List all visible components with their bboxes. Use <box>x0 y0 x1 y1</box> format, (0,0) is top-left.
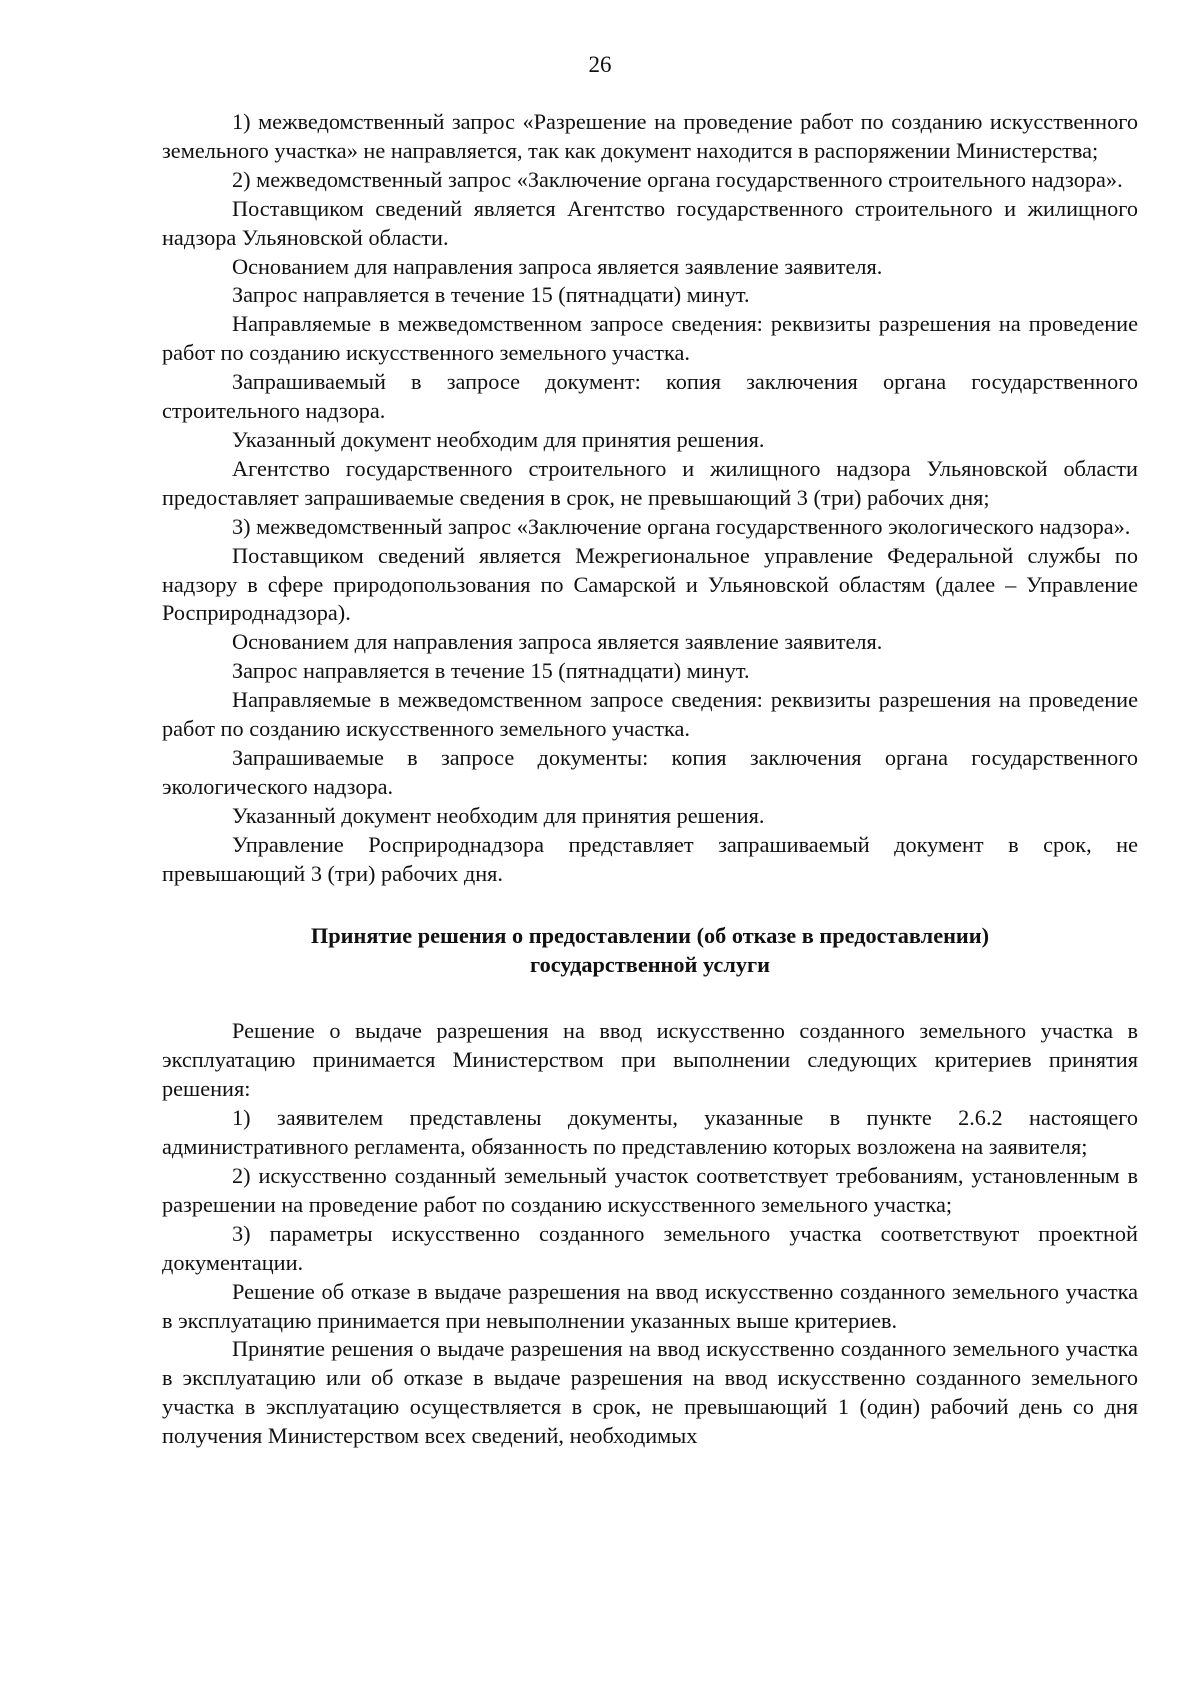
page-number: 26 <box>588 52 612 77</box>
paragraph-item-1-interagency-request: 1) межведомственный запрос «Разрешение на проведение работ по созданию искусственного земельного участка» не направляется, так как документ находится в распоряжении Министерства; <box>162 109 1138 163</box>
paragraph-refusal: Решение об отказе в выдаче разрешения на ввод искусственно созданного земельного участка в эксплуатацию принимается при невыполнении указанных выше критериев. <box>162 1278 1138 1333</box>
paragraph-basis: Основанием для направления запроса является заявление заявителя. <box>232 253 883 279</box>
paragraph-criterion-3: 3) параметры искусственно созданного земельного участка соответствуют проектной документации. <box>162 1220 1138 1275</box>
paragraph-timing: Запрос направляется в течение 15 (пятнадцати) минут. <box>232 282 750 308</box>
paragraph-sent-info: Направляемые в межведомственном запросе сведения: реквизиты разрешения на проведение работ по созданию искусственного земельного участка. <box>162 311 1138 366</box>
paragraph-item-3-interagency-request: 3) межведомственный запрос «Заключение органа государственного экологического надзора». <box>232 513 1131 539</box>
paragraph-response-term: Агентство государственного строительного и жилищного надзора Ульяновской области предоставляет запрашиваемые сведения в срок, не превышающий 3 (три) рабочих дня; <box>162 455 1138 510</box>
paragraph-supplier-2: Поставщиком сведений является Межрегиональное управление Федеральной службы по надзору в сфере природопользования по Самарской и Ульяновской областям (далее – Управление Росприроднадзора). <box>162 542 1138 626</box>
paragraph-purpose-2: Указанный документ необходим для принятия решения. <box>232 802 765 828</box>
document-body <box>162 108 1138 1451</box>
paragraph-supplier: Поставщиком сведений является Агентство государственного строительного и жилищного надзора Ульяновской области. <box>162 195 1138 250</box>
paragraph-purpose: Указанный документ необходим для принятия решения. <box>232 426 765 452</box>
paragraph-decision-criteria: Решение о выдаче разрешения на ввод искусственно созданного земельного участка в эксплуатацию принимается Министерством при выполнении следующих критериев принятия решения: <box>162 1018 1138 1102</box>
paragraph-sent-info-2: Направляемые в межведомственном запросе сведения: реквизиты разрешения на проведение работ по созданию искусственного земельного участка. <box>162 687 1138 742</box>
section-heading-line-1: Принятие решения о предоставлении (об отказе в предоставлении) <box>310 923 990 949</box>
paragraph-basis-2: Основанием для направления запроса является заявление заявителя. <box>232 629 883 655</box>
paragraph-response-term-2: Управление Росприроднадзора представляет запрашиваемый документ в срок, не превышающий 3 (три) рабочих дня. <box>162 831 1138 886</box>
paragraph-criterion-1: 1) заявителем представлены документы, указанные в пункте 2.6.2 настоящего административного регламента, обязанность по представлению которых возложена на заявителя; <box>162 1105 1138 1160</box>
paragraph-decision-term: Принятие решения о выдаче разрешения на ввод искусственно созданного земельного участка в эксплуатацию или об отказе в выдаче разрешения на ввод искусственно созданного земельного участка в эксплуатацию осуществляется в срок, не превышающий 1 (один) рабочий день со дня получения Министерством всех сведений, необходимых <box>162 1336 1138 1449</box>
paragraph-item-2-interagency-request: 2) межведомственный запрос «Заключение органа государственного строительного надзора». <box>232 166 1123 192</box>
section-heading-line-2: государственной услуги <box>530 951 770 977</box>
paragraph-timing-2: Запрос направляется в течение 15 (пятнадцати) минут. <box>232 658 750 684</box>
section-heading <box>162 922 1138 979</box>
paragraph-criterion-2: 2) искусственно созданный земельный участок соответствует требованиям, установленным в разрешении на проведение работ по созданию искусственного земельного участка; <box>162 1163 1138 1217</box>
paragraph-requested-documents-2: Запрашиваемые в запросе документы: копия заключения органа государственного экологического надзора. <box>162 744 1138 799</box>
paragraph-requested-document: Запрашиваемый в запросе документ: копия заключения органа государственного строительного надзора. <box>162 369 1138 424</box>
